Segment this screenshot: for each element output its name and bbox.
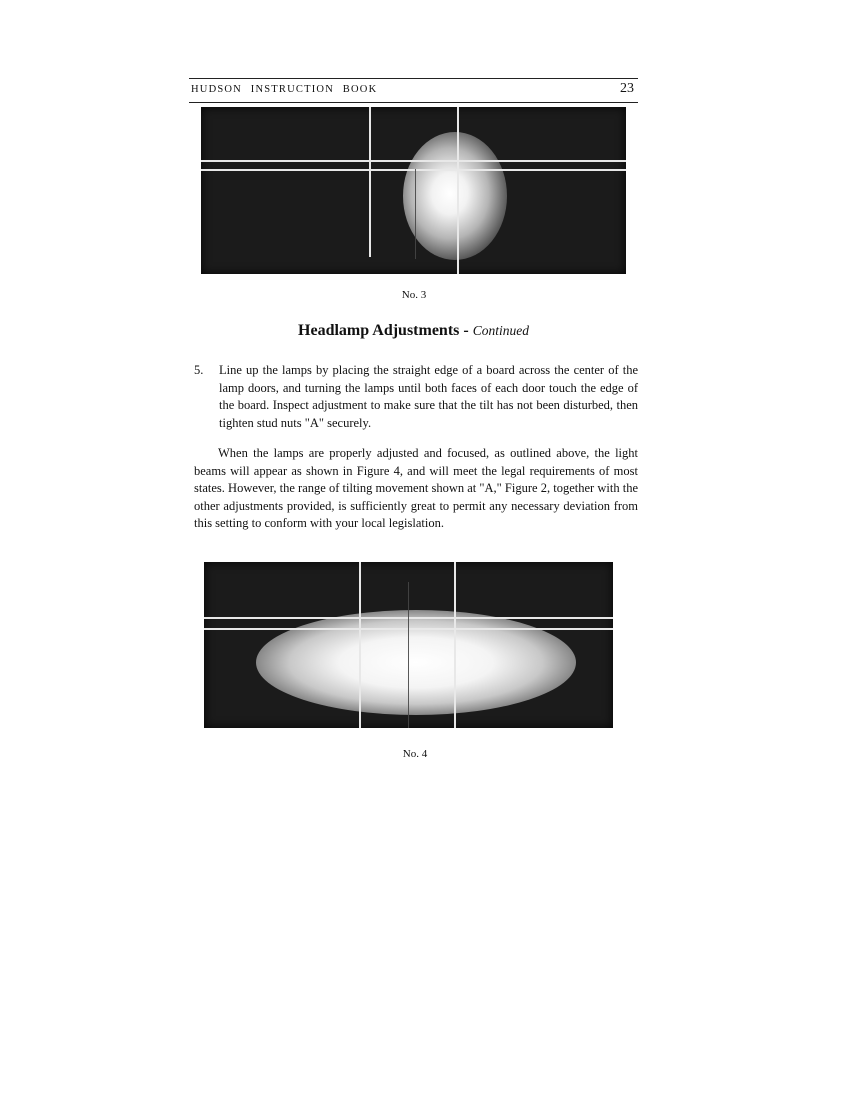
section-subtitle: Continued — [472, 323, 529, 338]
center-marker-line — [415, 169, 416, 259]
book-title: HUDSON INSTRUCTION BOOK — [191, 84, 378, 95]
horizontal-line-upper — [201, 160, 626, 162]
page-number: 23 — [620, 81, 634, 96]
figure-caption-4: No. 4 — [402, 748, 428, 760]
vertical-line-right — [457, 107, 459, 274]
figure-caption-3: No. 3 — [401, 289, 427, 301]
headlamp-beam-photo-3 — [201, 107, 626, 274]
horizontal-line-lower — [201, 169, 626, 171]
light-beam-spot — [403, 132, 507, 260]
vertical-line-right — [454, 562, 456, 728]
headlamp-beam-photo-4 — [204, 562, 613, 728]
section-heading — [189, 322, 638, 340]
vertical-line-left — [369, 107, 371, 257]
center-marker-line — [408, 582, 409, 728]
vertical-line-left — [359, 562, 361, 728]
list-item-number: 5. — [194, 363, 204, 377]
list-item-5 — [194, 362, 638, 432]
page-header — [189, 78, 638, 103]
light-beam-spread — [256, 610, 576, 715]
section-title: Headlamp Adjustments - — [298, 322, 469, 339]
list-item-text: Line up the lamps by placing the straight edge of a board across the center of the lamp doors, and turning the lamps until both faces of each door touch the edge of the board. Inspect adjustment to make sure that the tilt has not been disturbed, then tighten stud nuts "A" securely. — [219, 363, 638, 430]
body-paragraph: When the lamps are properly adjusted and focused, as outlined above, the light beams will appear as shown in Figure 4, and will meet the legal requirements of most states. However, the range of tilting movement shown at "A," Figure 2, together with the other adjustments provided, is sufficiently great to permit any necessary deviation from this setting to conform with your local legislation. — [194, 446, 638, 530]
